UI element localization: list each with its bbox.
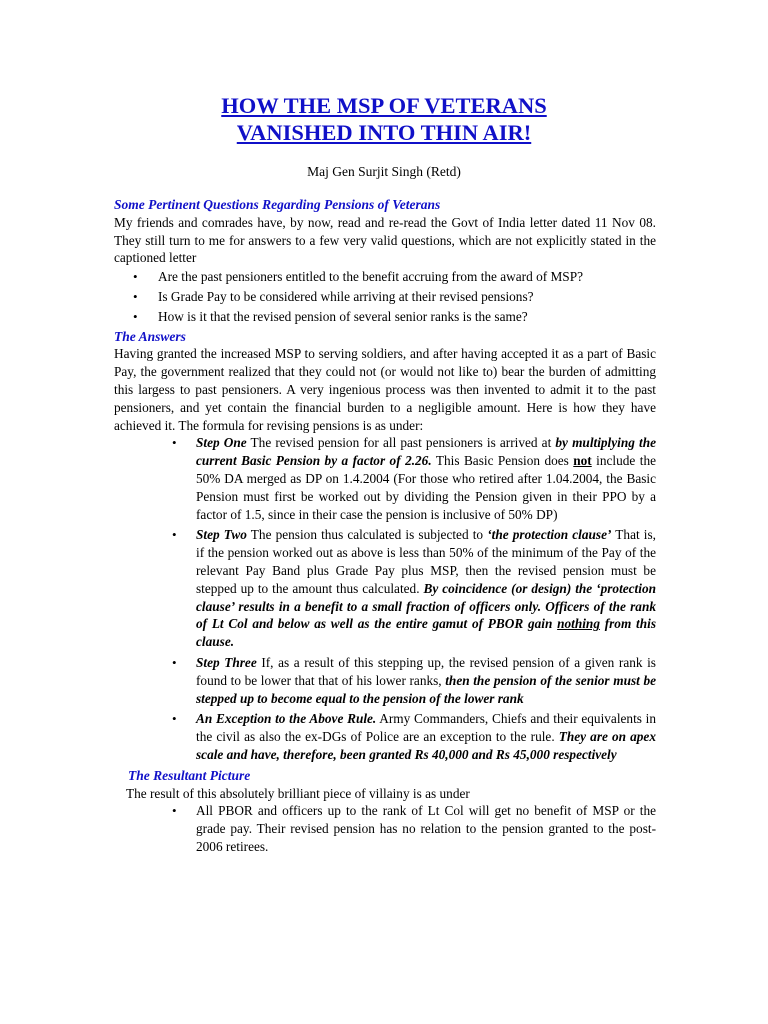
step-text: This Basic Pension does: [431, 453, 574, 469]
section-heading-questions: Some Pertinent Questions Regarding Pensions of Veterans: [114, 197, 441, 212]
question-item: • How is it that the revised pension of several senior ranks is the same?: [114, 308, 656, 326]
title-line-1: HOW THE MSP OF VETERANS: [221, 93, 547, 118]
step-text: If, as a result of this stepping up, the revised pension of a given rank is found to be lower that that of his lower ranks,: [196, 654, 656, 688]
step-label: Step Three: [196, 654, 257, 670]
title-line-2: VANISHED INTO THIN AIR!: [236, 120, 532, 145]
question-item: • Is Grade Pay to be considered while arriving at their revised pensions?: [114, 288, 656, 306]
question-item: • Are the past pensioners entitled to the benefit accruing from the award of MSP?: [114, 268, 656, 286]
step-label: An Exception to the Above Rule.: [196, 711, 377, 727]
exception-item: [172, 710, 656, 763]
step-emphasis: nothing: [557, 616, 600, 632]
step-label: Step One: [196, 435, 247, 451]
step-one-item: [172, 434, 656, 523]
step-emphasis: By coincidence (or design) the ‘protection clause’ results in a benefit to a small fraction of officers only. Officers of the rank of Lt Col and below as well as the entire gamut of PBOR gain: [196, 580, 656, 632]
author-byline: Maj Gen Surjit Singh (Retd): [307, 164, 461, 179]
section-heading-resultant-picture: The Resultant Picture: [128, 767, 251, 783]
questions-list: [114, 268, 656, 325]
document-body: [114, 196, 656, 856]
document-title: [0, 92, 768, 146]
step-text: That is, if the pension worked out as above is less than 50% of the minimum of the Pay of the relevant Pay Band plus Grade Pay plus MSP, then the revised pension must be stepped up to the amount thus calculated.: [196, 527, 656, 596]
step-text: Army Commanders, Chiefs and their equivalents in the civil as also the ex-DGs of Police are an exception to the rule.: [196, 711, 657, 745]
step-emphasis: from this clause.: [196, 616, 656, 650]
step-text: The revised pension for all past pensioners is arrived at: [246, 435, 556, 451]
step-text: The pension thus calculated is subjected to: [246, 527, 488, 543]
step-emphasis: by multiplying the current Basic Pension by a factor of 2.26.: [196, 435, 656, 469]
step-emphasis: then the pension of the senior must be stepped up to become equal to the pension of the lower rank: [196, 672, 656, 706]
step-label: Step Two: [196, 527, 247, 543]
step-emphasis: not: [573, 453, 592, 469]
step-emphasis: They are on apex scale and have, therefore, been granted Rs 40,000 and Rs 45,000 respectively: [196, 729, 656, 762]
result-intro-paragraph: The result of this absolutely brilliant piece of villainy is as under: [126, 785, 470, 801]
step-three-item: [172, 654, 656, 707]
step-emphasis: ‘the protection clause’: [487, 527, 612, 543]
result-item: • All PBOR and officers up to the rank of Lt Col will get no benefit of MSP or the grade pay. Their revised pension has no relation to the pension granted to the post-2006 retirees.: [172, 802, 656, 855]
section-heading-answers: The Answers: [114, 328, 186, 344]
step-text: include the 50% DA merged as DP on 1.4.2004 (For those who retired after 1.04.2004, the Basic Pension must first be worked out by dividing the Pension given in their PPO by a factor of 1.5, since in their case the pension is inclusive of 50% DP): [196, 453, 656, 522]
step-two-item: [172, 526, 656, 651]
answers-intro-paragraph: Having granted the increased MSP to serving soldiers, and after having accepted it as a part of Basic Pay, the government realized that they could not (or would not like to) bear the burden of admitting this largess to past pensioners. A very ingenious process was then invented to admit it to the past pensioners, and yet contain the financial burden to a negligible amount. Here is how they have achieved it. The formula for revising pensions is as under:: [114, 346, 656, 433]
steps-list: [172, 434, 656, 763]
result-list: [172, 802, 656, 855]
questions-intro-paragraph: My friends and comrades have, by now, read and re-read the Govt of India letter dated 11 Nov 08. They still turn to me for answers to a few very valid questions, which are not explicitly stated in the captioned letter: [114, 214, 656, 266]
